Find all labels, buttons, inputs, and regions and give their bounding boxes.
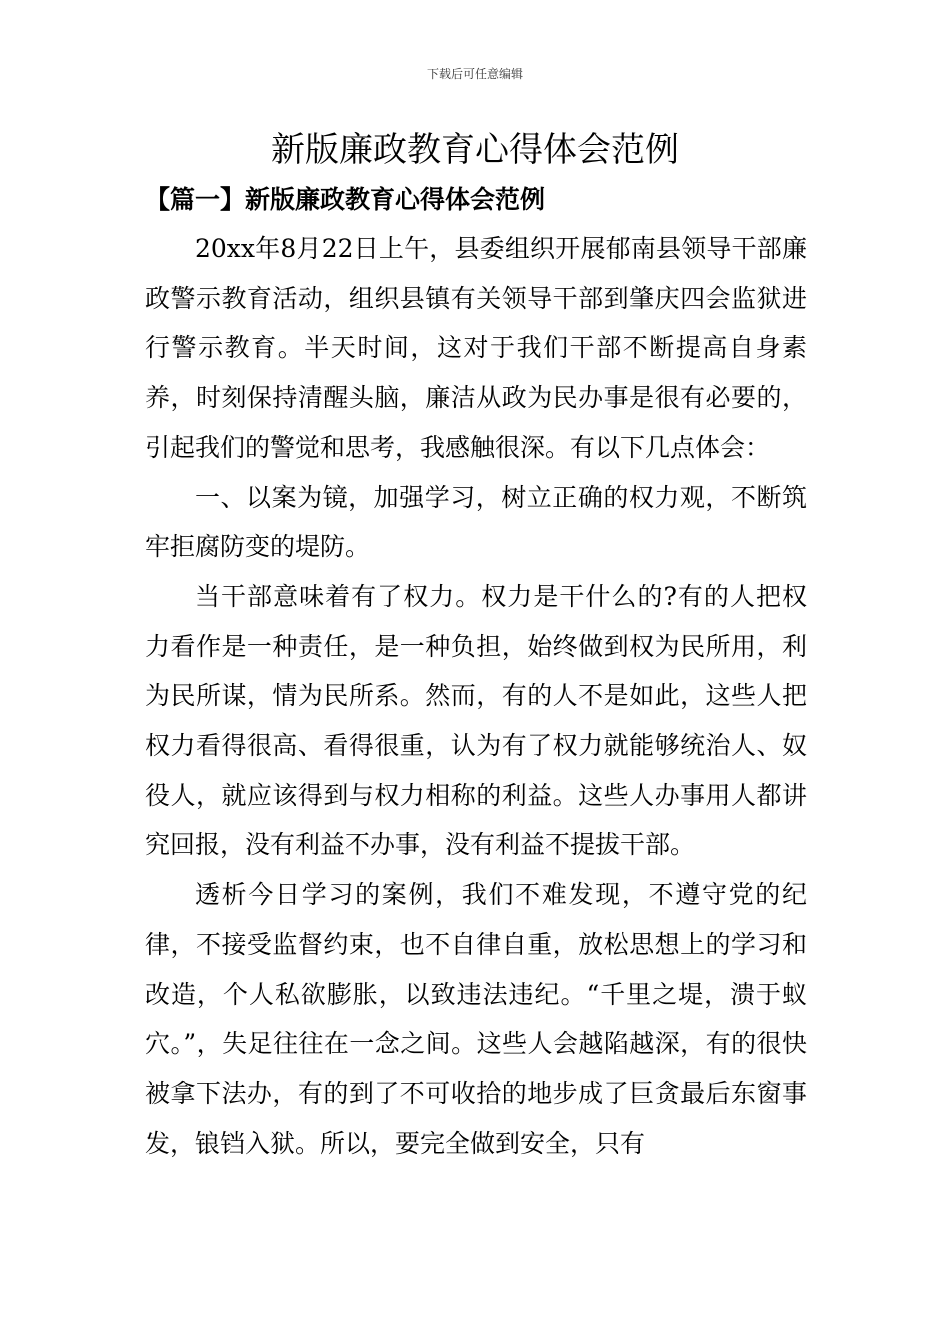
paragraph-intro: 20xx年8月22日上午，县委组织开展郁南县领导干部廉政警示教育活动，组织县镇有关领导干部到肇庆四会监狱进行警示教育。半天时间，这对于我们干部不断提高自身素养，时刻保持清醒头脑，廉洁从政为民办事是很有必要的，引起我们的警觉和思考，我感触很深。有以下几点体会：	[145, 234, 807, 462]
paragraph-power: 当干部意味着有了权力。权力是干什么的?有的人把权力看作是一种责任，是一种负担，始终做到权为民所用，利为民所谋，情为民所系。然而，有的人不是如此，这些人把权力看得很高、看得很重，认为有了权力就能够统治人、奴役人，就应该得到与权力相称的利益。这些人办事用人都讲究回报，没有利益不办事，没有利益不提拔干部。	[145, 581, 807, 860]
document-body	[145, 224, 807, 1168]
paragraph-point-one: 一、以案为镜，加强学习，树立正确的权力观，不断筑牢拒腐防变的堤防。	[145, 482, 807, 562]
paragraph-case-analysis: 透析今日学习的案例，我们不难发现，不遵守党的纪律，不接受监督约束，也不自律自重，放松思想上的学习和改造，个人私欲膨胀，以致违法违纪。“千里之堤，溃于蚁穴。”，失足往往在一念之间。这些人会越陷越深，有的很快被拿下法办，有的到了不可收拾的地步成了巨贪最后东窗事发，锒铛入狱。所以，要完全做到安全，只有	[145, 880, 807, 1158]
header-note: 下载后可任意编辑	[426, 67, 523, 81]
section-heading: 【篇一】新版廉政教育心得体会范例	[145, 185, 546, 214]
document-title: 新版廉政教育心得体会范例	[271, 130, 679, 170]
